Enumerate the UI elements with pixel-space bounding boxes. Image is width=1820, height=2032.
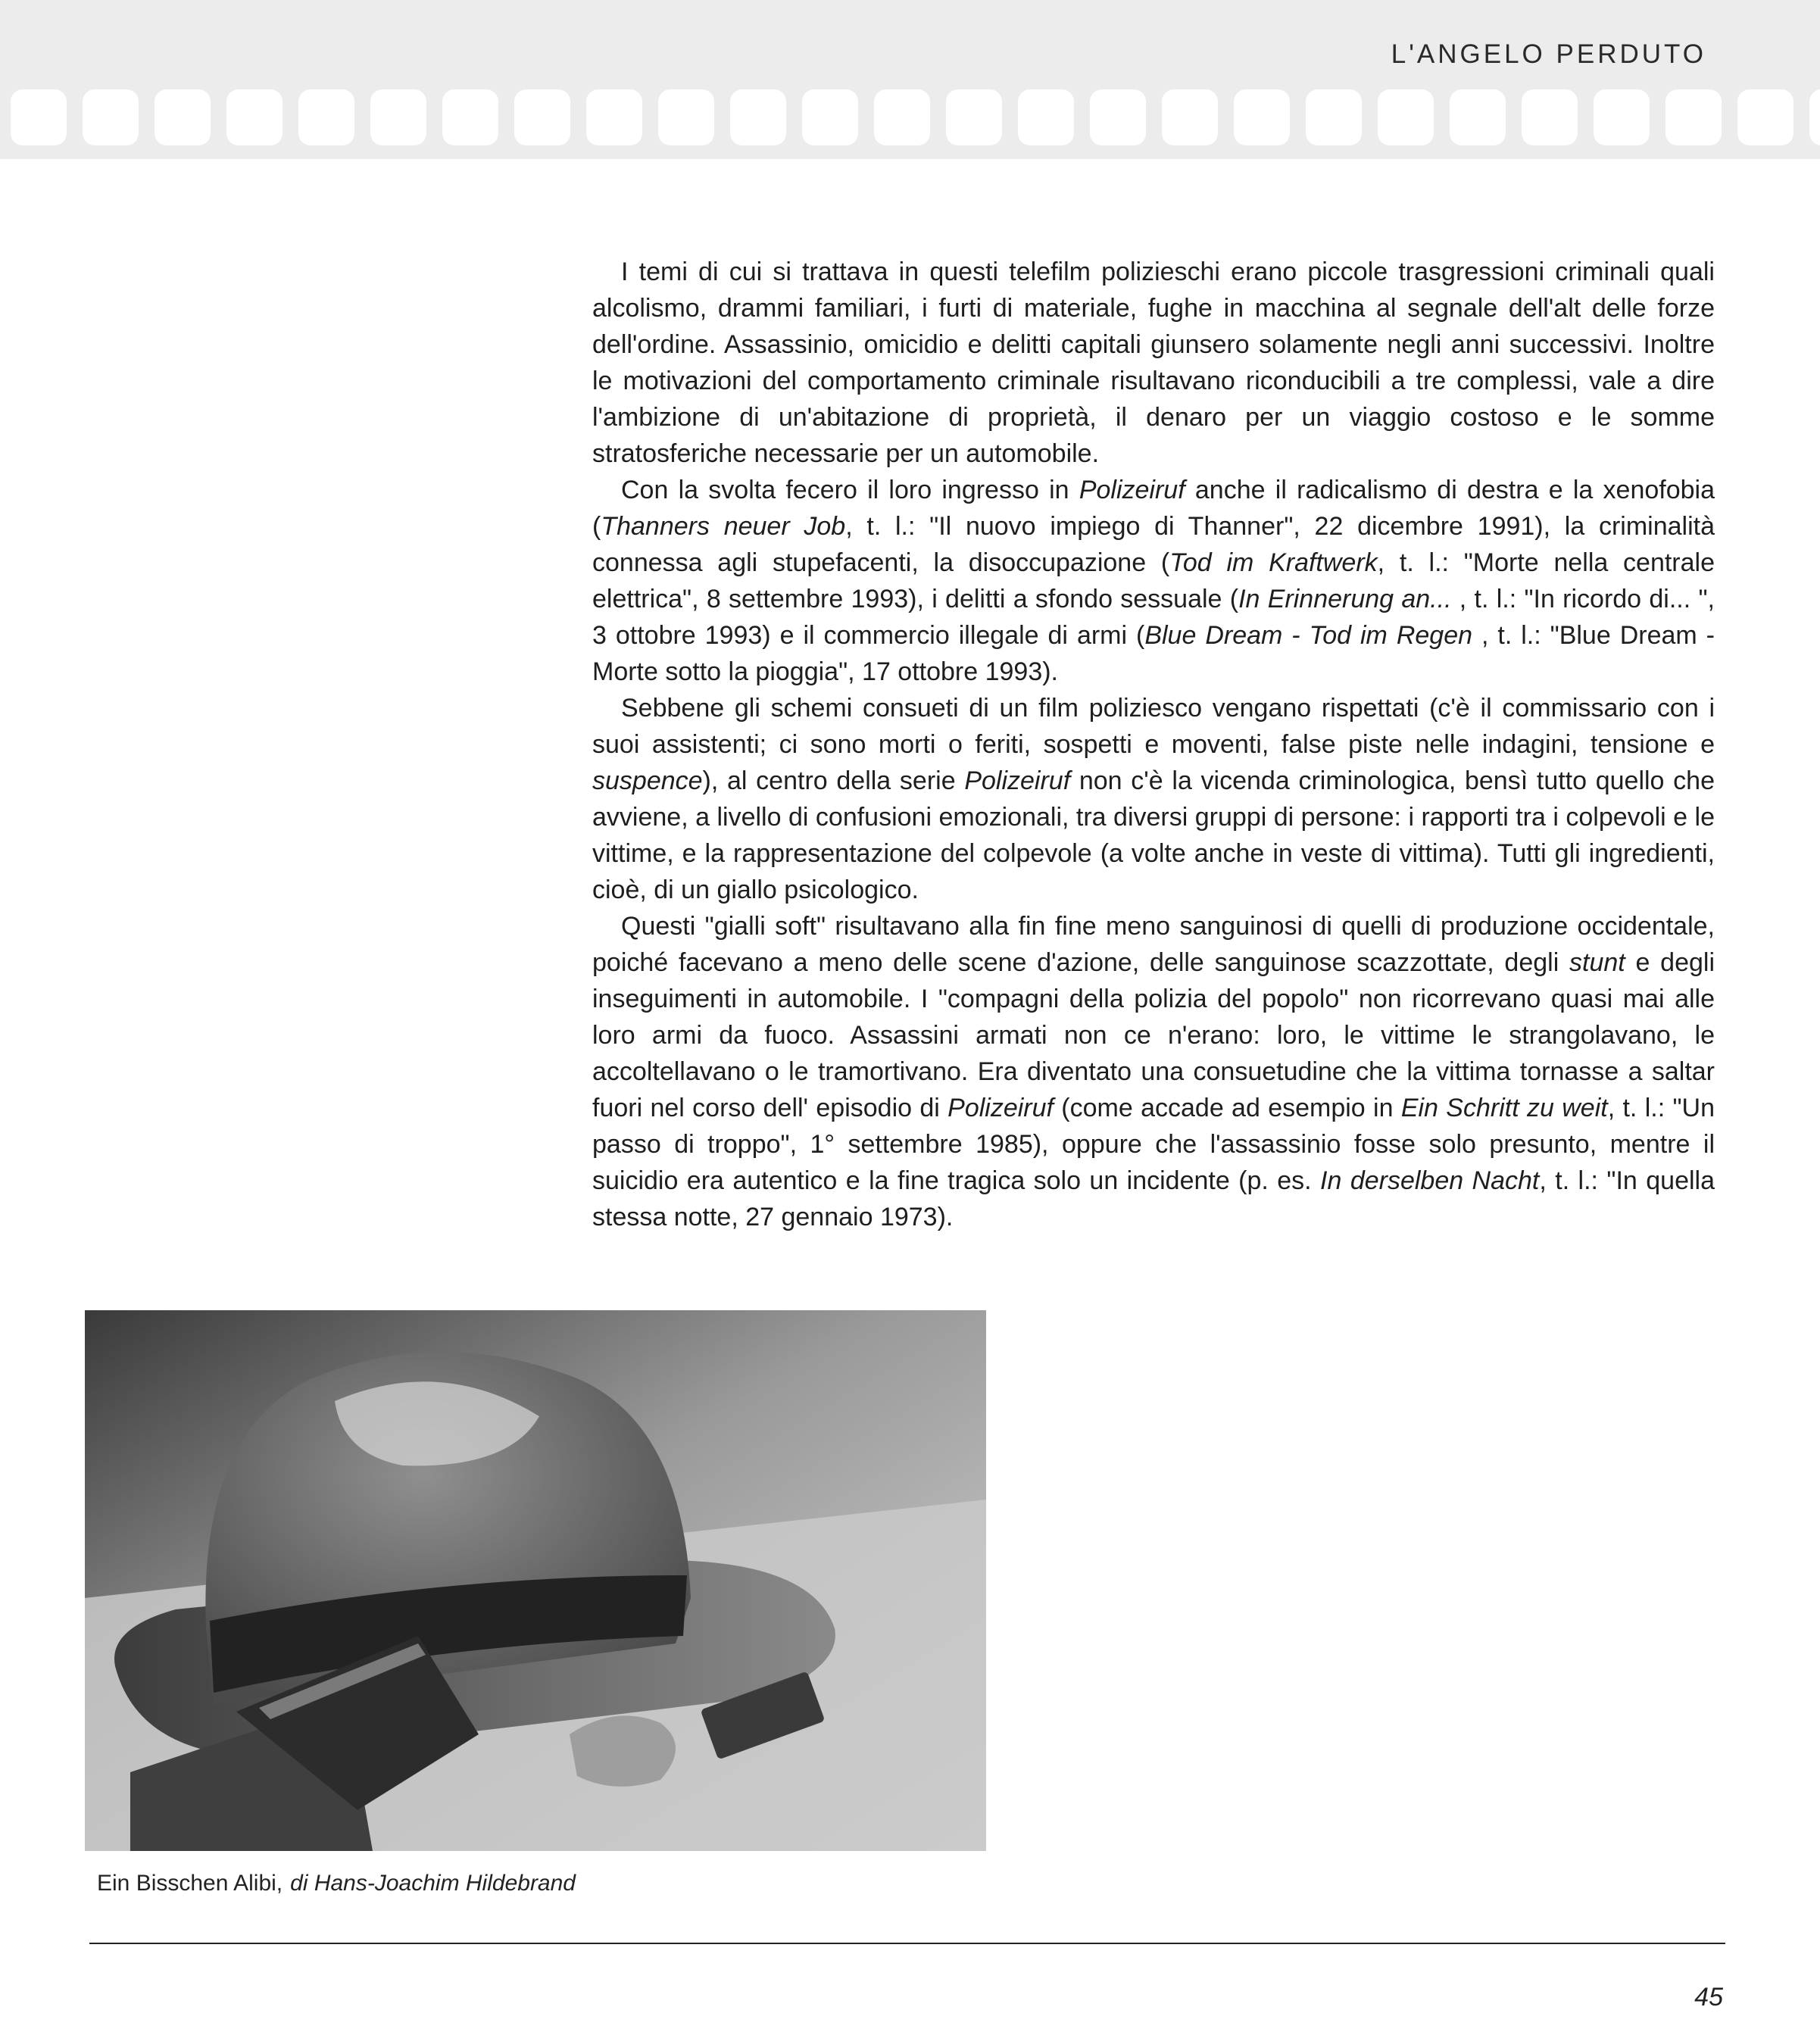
film-perforation: [1018, 89, 1074, 145]
text-run: ), al centro della serie: [702, 766, 965, 795]
text-run: , t. l.: "Il nuovo impiego di Thanner", 22 dicembre 1991), la criminalità connessa agli stupefacenti, la disoccupazione (: [592, 512, 1715, 577]
italic-title: In derselben Nacht: [1320, 1166, 1540, 1195]
figure-caption: [97, 1871, 576, 1896]
film-perforation: [442, 89, 498, 145]
film-perforation: [802, 89, 858, 145]
running-title: L'ANGELO PERDUTO: [1391, 39, 1706, 69]
film-perforation: [730, 89, 786, 145]
italic-title: Ein Schritt zu weit: [1400, 1094, 1608, 1122]
film-perforation: [1378, 89, 1434, 145]
text-run: , t. l.: "Morte nella centrale elettrica", 8 settembre 1993), i delitti a sfondo sessuale (: [592, 548, 1715, 613]
film-perforation: [946, 89, 1002, 145]
film-perforation: [1306, 89, 1362, 145]
italic-title: Tod im Kraftwerk: [1169, 548, 1378, 577]
text-run: e degli inseguimenti in automobile. I "compagni della polizia del popolo" non ricorrevano quasi mai alle loro armi da fuoco. Assassini armati non ce n'erano: loro, le vittime le strangolavano, le accoltellavano o le tramortivano. Era diventato una consuetudine che la vittima tornasse a saltar fuori nel corso dell' episodio di: [592, 948, 1715, 1122]
film-perforation: [514, 89, 570, 145]
text-run: , t. l.: "In ricordo di... ", 3 ottobre 1993) e il commercio illegale di armi (: [592, 585, 1715, 650]
film-perforation: [1162, 89, 1218, 145]
page-number: 45: [1694, 1983, 1723, 2012]
film-perforation: [1090, 89, 1146, 145]
film-perforation: [1665, 89, 1722, 145]
footer-rule: [89, 1943, 1725, 1944]
film-perforation: [1450, 89, 1506, 145]
text-run: Questi "gialli soft" risultavano alla fin fine meno sanguinosi di quelli di produzione occidentale, poiché facevano a meno delle scene d'azione, delle sanguinose scazzottate, degli: [592, 912, 1715, 977]
film-perforation: [1594, 89, 1650, 145]
italic-title: Polizeiruf: [947, 1094, 1054, 1122]
film-perforation: [155, 89, 211, 145]
article-paragraph: [592, 472, 1715, 690]
film-perforation: [658, 89, 714, 145]
photo-hat-and-wallet: [85, 1310, 986, 1851]
text-run: I temi di cui si trattava in questi telefilm polizieschi erano piccole trasgressioni criminali quali alcolismo, drammi familiari, i furti di materiale, fughe in macchina al segnale dell'alt delle forze dell'ordine. Assassinio, omicidio e delitti capitali giunsero solamente negli anni successivi. Inoltre le motivazioni del comportamento criminale risultavano riconducibili a tre complessi, vale a dire l'ambizione di un'abitazione di proprietà, il denaro per un viaggio costoso e le somme stratosferiche necessarie per un automobile.: [592, 258, 1715, 468]
film-perforation: [226, 89, 283, 145]
italic-title: stunt: [1569, 948, 1625, 977]
article-paragraph: [592, 254, 1715, 472]
italic-title: Thanners neuer Job: [601, 512, 846, 541]
film-perforation: [1737, 89, 1793, 145]
caption-credit: di Hans-Joachim Hildebrand: [290, 1871, 576, 1896]
header-band: [0, 0, 1820, 159]
italic-title: Polizeiruf: [964, 766, 1071, 795]
film-perforation: [1809, 89, 1820, 145]
film-perforation: [298, 89, 354, 145]
article-paragraph: [592, 908, 1715, 1235]
text-run: anche il radicalismo di destra e la xenofobia (: [592, 476, 1715, 541]
film-perforation: [586, 89, 642, 145]
italic-title: Blue Dream - Tod im Regen: [1144, 621, 1473, 650]
text-run: (come accade ad esempio in: [1053, 1094, 1401, 1122]
film-perforation: [1522, 89, 1578, 145]
caption-title: Ein Bisschen Alibi,: [97, 1871, 283, 1896]
italic-title: In Erinnerung an...: [1238, 585, 1452, 613]
coin-pile: [570, 1715, 676, 1787]
film-perforation: [11, 89, 67, 145]
film-perforation: [83, 89, 139, 145]
film-strip-perforations: [0, 89, 1820, 159]
text-run: Con la svolta fecero il loro ingresso in: [621, 476, 1079, 504]
film-perforation: [1234, 89, 1290, 145]
article-paragraph: [592, 690, 1715, 908]
article-body: [592, 254, 1715, 1235]
italic-title: Polizeiruf: [1079, 476, 1185, 504]
italic-title: suspence: [592, 766, 703, 795]
film-perforation: [874, 89, 930, 145]
text-run: non c'è la vicenda criminologica, bensì tutto quello che avviene, a livello di confusioni emozionali, tra diversi gruppi di persone: i rapporti tra i colpevoli e le vittime, e la rappresentazione del colpevole (a volte anche in veste di vittima). Tutti gli ingredienti, cioè, di un giallo psicologico.: [592, 766, 1715, 904]
text-run: , t. l.: "Blue Dream - Morte sotto la pioggia", 17 ottobre 1993).: [592, 621, 1715, 686]
text-run: , t. l.: "Un passo di troppo", 1° settembre 1985), oppure che l'assassinio fosse solo presunto, mentre il suicidio era autentico e la fine tragica solo un incidente (p. es.: [592, 1094, 1715, 1195]
text-run: Sebbene gli schemi consueti di un film poliziesco vengano rispettati (c'è il commissario con i suoi assistenti; ci sono morti o feriti, sospetti e moventi, false piste nelle indagini, tensione e: [592, 694, 1715, 759]
text-run: , t. l.: "In quella stessa notte, 27 gennaio 1973).: [592, 1166, 1715, 1231]
film-perforation: [370, 89, 426, 145]
